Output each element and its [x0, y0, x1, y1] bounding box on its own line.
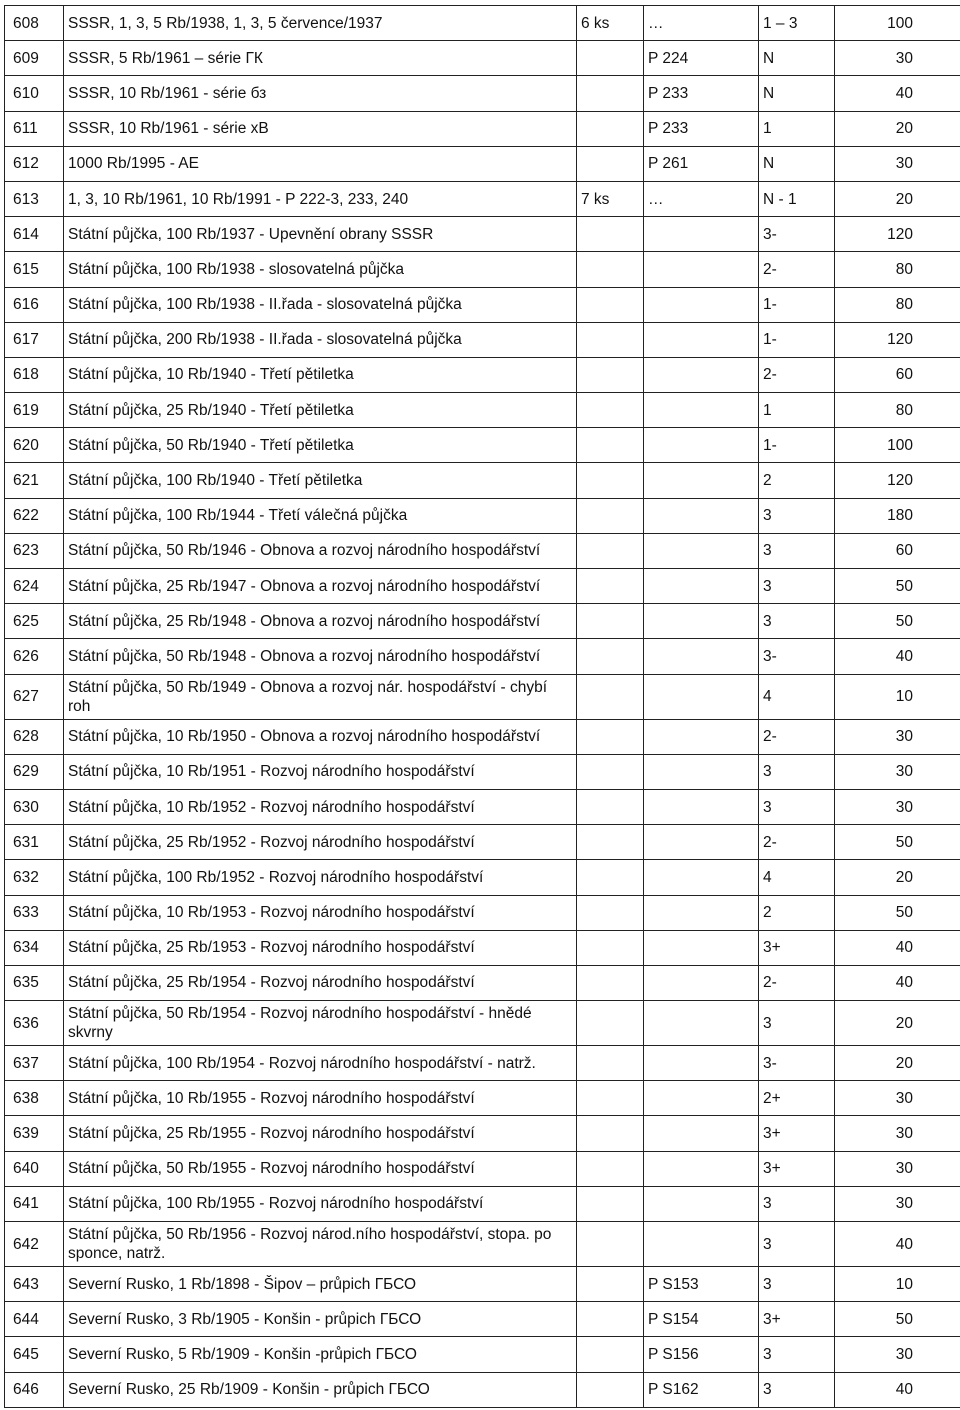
lot-catalog-ref [644, 287, 759, 322]
lot-quantity [577, 1222, 644, 1267]
lot-description: Státní půjčka, 10 Rb/1950 - Obnova a rozvoj národního hospodářství [64, 719, 577, 754]
lot-number: 625 [5, 604, 64, 639]
table-row [5, 569, 960, 604]
lot-grade: N [759, 41, 835, 76]
lot-description: Státní půjčka, 100 Rb/1955 - Rozvoj národního hospodářství [64, 1186, 577, 1221]
lot-description: Státní půjčka, 25 Rb/1954 - Rozvoj národního hospodářství [64, 965, 577, 1000]
lot-grade: 3- [759, 1046, 835, 1081]
lot-quantity [577, 569, 644, 604]
lot-grade: 3 [759, 1337, 835, 1372]
lot-number: 631 [5, 825, 64, 860]
lot-number: 622 [5, 498, 64, 533]
lot-price: 30 [835, 1337, 960, 1372]
table-row [5, 322, 960, 357]
lot-catalog-ref [644, 252, 759, 287]
table-row [5, 1001, 960, 1046]
lot-quantity [577, 498, 644, 533]
lot-catalog-ref [644, 1046, 759, 1081]
lot-number: 617 [5, 322, 64, 357]
table-row [5, 498, 960, 533]
lot-number: 629 [5, 754, 64, 789]
lot-description: Státní půjčka, 25 Rb/1953 - Rozvoj národního hospodářství [64, 930, 577, 965]
lot-quantity [577, 1337, 644, 1372]
lot-catalog-ref [644, 1116, 759, 1151]
lot-catalog-ref [644, 498, 759, 533]
table-row [5, 674, 960, 719]
lot-table [4, 5, 960, 1408]
lot-grade: 2- [759, 825, 835, 860]
lot-grade: 3 [759, 604, 835, 639]
lot-price: 40 [835, 76, 960, 111]
lot-price: 20 [835, 181, 960, 216]
lot-grade: 2- [759, 965, 835, 1000]
lot-grade: 1- [759, 428, 835, 463]
lot-description: Státní půjčka, 10 Rb/1953 - Rozvoj národního hospodářství [64, 895, 577, 930]
lot-quantity [577, 357, 644, 392]
lot-description: Státní půjčka, 100 Rb/1940 - Třetí pětiletka [64, 463, 577, 498]
lot-grade: 3- [759, 639, 835, 674]
lot-number: 614 [5, 217, 64, 252]
lot-description: Státní půjčka, 50 Rb/1946 - Obnova a rozvoj národního hospodářství [64, 533, 577, 568]
table-row [5, 252, 960, 287]
lot-description: Státní půjčka, 25 Rb/1940 - Třetí pětiletka [64, 393, 577, 428]
lot-price: 40 [835, 1222, 960, 1267]
lot-quantity: 6 ks [577, 6, 644, 41]
lot-number: 623 [5, 533, 64, 568]
lot-price: 20 [835, 1001, 960, 1046]
lot-quantity [577, 111, 644, 146]
lot-number: 641 [5, 1186, 64, 1221]
table-row [5, 1046, 960, 1081]
lot-catalog-ref: … [644, 181, 759, 216]
lot-number: 621 [5, 463, 64, 498]
lot-description: SSSR, 10 Rb/1961 - série бз [64, 76, 577, 111]
lot-number: 613 [5, 181, 64, 216]
table-row [5, 1302, 960, 1337]
lot-grade: 3- [759, 217, 835, 252]
table-row [5, 1186, 960, 1221]
lot-grade: 1 – 3 [759, 6, 835, 41]
lot-price: 100 [835, 6, 960, 41]
table-row [5, 825, 960, 860]
lot-description: Státní půjčka, 10 Rb/1952 - Rozvoj národního hospodářství [64, 789, 577, 824]
lot-price: 180 [835, 498, 960, 533]
lot-price: 50 [835, 825, 960, 860]
lot-price: 40 [835, 930, 960, 965]
lot-price: 120 [835, 217, 960, 252]
lot-description: Státní půjčka, 25 Rb/1955 - Rozvoj národního hospodářství [64, 1116, 577, 1151]
table-row [5, 217, 960, 252]
lot-number: 636 [5, 1001, 64, 1046]
lot-description: Státní půjčka, 100 Rb/1944 - Třetí válečná půjčka [64, 498, 577, 533]
lot-grade: 3 [759, 1267, 835, 1302]
lot-number: 644 [5, 1302, 64, 1337]
lot-quantity [577, 825, 644, 860]
lot-catalog-ref [644, 217, 759, 252]
table-row [5, 860, 960, 895]
lot-price: 80 [835, 252, 960, 287]
table-row [5, 533, 960, 568]
lot-description: Státní půjčka, 25 Rb/1948 - Obnova a rozvoj národního hospodářství [64, 604, 577, 639]
lot-quantity [577, 965, 644, 1000]
lot-grade: 3 [759, 789, 835, 824]
lot-grade: 1- [759, 287, 835, 322]
lot-catalog-ref [644, 930, 759, 965]
lot-catalog-ref [644, 789, 759, 824]
lot-catalog-ref [644, 428, 759, 463]
lot-catalog-ref [644, 463, 759, 498]
lot-description: Státní půjčka, 50 Rb/1940 - Třetí pětiletka [64, 428, 577, 463]
lot-catalog-ref: P S156 [644, 1337, 759, 1372]
lot-description: 1000 Rb/1995 - AE [64, 146, 577, 181]
lot-grade: 2 [759, 463, 835, 498]
table-row [5, 604, 960, 639]
lot-grade: 2- [759, 357, 835, 392]
lot-price: 20 [835, 111, 960, 146]
lot-description: Severní Rusko, 5 Rb/1909 - Konšin -průpich ГБСО [64, 1337, 577, 1372]
lot-quantity [577, 287, 644, 322]
lot-quantity [577, 1001, 644, 1046]
lot-number: 628 [5, 719, 64, 754]
lot-number: 616 [5, 287, 64, 322]
lot-description: Severní Rusko, 3 Rb/1905 - Konšin - průpich ГБСО [64, 1302, 577, 1337]
lot-catalog-ref: P S162 [644, 1372, 759, 1407]
lot-description: Státní půjčka, 50 Rb/1955 - Rozvoj národního hospodářství [64, 1151, 577, 1186]
lot-quantity [577, 1081, 644, 1116]
lot-quantity [577, 533, 644, 568]
table-row [5, 357, 960, 392]
lot-catalog-ref [644, 674, 759, 719]
table-row [5, 463, 960, 498]
lot-grade: N [759, 76, 835, 111]
table-row [5, 719, 960, 754]
lot-quantity [577, 393, 644, 428]
table-row [5, 930, 960, 965]
lot-grade: 3 [759, 569, 835, 604]
lot-number: 630 [5, 789, 64, 824]
lot-number: 626 [5, 639, 64, 674]
lot-price: 20 [835, 1046, 960, 1081]
table-row [5, 393, 960, 428]
lot-quantity [577, 1372, 644, 1407]
lot-quantity [577, 217, 644, 252]
lot-description: Státní půjčka, 10 Rb/1940 - Třetí pětiletka [64, 357, 577, 392]
table-row [5, 1081, 960, 1116]
lot-quantity [577, 428, 644, 463]
lot-number: 615 [5, 252, 64, 287]
lot-number: 610 [5, 76, 64, 111]
lot-catalog-ref [644, 533, 759, 568]
lot-price: 30 [835, 789, 960, 824]
lot-price: 100 [835, 428, 960, 463]
lot-grade: 3+ [759, 930, 835, 965]
lot-number: 638 [5, 1081, 64, 1116]
lot-grade: 3 [759, 1001, 835, 1046]
lot-number: 633 [5, 895, 64, 930]
lot-description: SSSR, 5 Rb/1961 – série ГК [64, 41, 577, 76]
lot-price: 30 [835, 41, 960, 76]
table-row [5, 41, 960, 76]
lot-number: 639 [5, 1116, 64, 1151]
table-row [5, 146, 960, 181]
lot-grade: 1- [759, 322, 835, 357]
lot-description: Státní půjčka, 100 Rb/1954 - Rozvoj národního hospodářství - natrž. [64, 1046, 577, 1081]
lot-number: 619 [5, 393, 64, 428]
lot-price: 120 [835, 463, 960, 498]
lot-description: Státní půjčka, 50 Rb/1954 - Rozvoj národního hospodářství - hnědé skvrny [64, 1001, 577, 1046]
lot-quantity [577, 1151, 644, 1186]
lot-quantity [577, 1186, 644, 1221]
lot-catalog-ref: P S154 [644, 1302, 759, 1337]
lot-number: 646 [5, 1372, 64, 1407]
lot-table-body [5, 6, 960, 1408]
lot-grade: N [759, 146, 835, 181]
table-row [5, 754, 960, 789]
lot-price: 10 [835, 1267, 960, 1302]
table-row [5, 287, 960, 322]
lot-number: 618 [5, 357, 64, 392]
lot-description: Státní půjčka, 100 Rb/1937 - Upevnění obrany SSSR [64, 217, 577, 252]
lot-description: Státní půjčka, 100 Rb/1938 - slosovatelná půjčka [64, 252, 577, 287]
lot-catalog-ref [644, 719, 759, 754]
lot-grade: 3+ [759, 1151, 835, 1186]
lot-catalog-ref [644, 604, 759, 639]
lot-description: Státní půjčka, 25 Rb/1952 - Rozvoj národního hospodářství [64, 825, 577, 860]
lot-grade: 4 [759, 860, 835, 895]
lot-catalog-ref [644, 1081, 759, 1116]
lot-quantity [577, 754, 644, 789]
lot-catalog-ref [644, 825, 759, 860]
lot-quantity [577, 252, 644, 287]
table-row [5, 965, 960, 1000]
lot-catalog-ref: … [644, 6, 759, 41]
lot-grade: 3 [759, 498, 835, 533]
lot-description: 1, 3, 10 Rb/1961, 10 Rb/1991 - P 222-3, 233, 240 [64, 181, 577, 216]
lot-price: 20 [835, 860, 960, 895]
lot-description: Státní půjčka, 10 Rb/1955 - Rozvoj národního hospodářství [64, 1081, 577, 1116]
table-row [5, 895, 960, 930]
catalog-sheet [4, 5, 956, 1408]
lot-price: 30 [835, 146, 960, 181]
lot-price: 30 [835, 719, 960, 754]
table-row [5, 789, 960, 824]
lot-number: 624 [5, 569, 64, 604]
table-row [5, 1337, 960, 1372]
lot-catalog-ref [644, 393, 759, 428]
lot-number: 611 [5, 111, 64, 146]
lot-catalog-ref: P S153 [644, 1267, 759, 1302]
lot-price: 40 [835, 965, 960, 1000]
lot-grade: 3 [759, 1186, 835, 1221]
lot-catalog-ref: P 233 [644, 111, 759, 146]
lot-quantity [577, 76, 644, 111]
lot-price: 40 [835, 639, 960, 674]
lot-description: Státní půjčka, 50 Rb/1948 - Obnova a rozvoj národního hospodářství [64, 639, 577, 674]
lot-price: 60 [835, 357, 960, 392]
lot-grade: 3 [759, 533, 835, 568]
lot-description: SSSR, 1, 3, 5 Rb/1938, 1, 3, 5 července/1937 [64, 6, 577, 41]
lot-price: 50 [835, 1302, 960, 1337]
table-row [5, 428, 960, 463]
lot-price: 60 [835, 533, 960, 568]
lot-quantity [577, 639, 644, 674]
lot-catalog-ref: P 224 [644, 41, 759, 76]
table-row [5, 639, 960, 674]
lot-catalog-ref [644, 639, 759, 674]
lot-description: Severní Rusko, 25 Rb/1909 - Konšin - průpich ГБСО [64, 1372, 577, 1407]
lot-number: 608 [5, 6, 64, 41]
table-row [5, 6, 960, 41]
lot-description: Severní Rusko, 1 Rb/1898 - Šipov – průpich ГБСО [64, 1267, 577, 1302]
lot-catalog-ref [644, 860, 759, 895]
lot-quantity [577, 789, 644, 824]
lot-grade: 4 [759, 674, 835, 719]
lot-catalog-ref [644, 895, 759, 930]
lot-grade: 2 [759, 895, 835, 930]
lot-catalog-ref [644, 754, 759, 789]
lot-quantity [577, 719, 644, 754]
lot-quantity [577, 674, 644, 719]
lot-catalog-ref [644, 569, 759, 604]
lot-number: 609 [5, 41, 64, 76]
lot-price: 50 [835, 569, 960, 604]
lot-quantity [577, 604, 644, 639]
lot-grade: 2- [759, 719, 835, 754]
table-row [5, 1222, 960, 1267]
lot-quantity [577, 322, 644, 357]
lot-quantity [577, 860, 644, 895]
lot-number: 620 [5, 428, 64, 463]
lot-description: Státní půjčka, 25 Rb/1947 - Obnova a rozvoj národního hospodářství [64, 569, 577, 604]
lot-number: 640 [5, 1151, 64, 1186]
lot-quantity [577, 895, 644, 930]
table-row [5, 1267, 960, 1302]
lot-description: Státní půjčka, 10 Rb/1951 - Rozvoj národního hospodářství [64, 754, 577, 789]
lot-description: Státní půjčka, 100 Rb/1938 - II.řada - slosovatelná půjčka [64, 287, 577, 322]
lot-price: 30 [835, 1116, 960, 1151]
lot-price: 30 [835, 754, 960, 789]
lot-price: 50 [835, 604, 960, 639]
lot-price: 50 [835, 895, 960, 930]
lot-price: 80 [835, 287, 960, 322]
lot-grade: 1 [759, 111, 835, 146]
lot-number: 627 [5, 674, 64, 719]
lot-number: 643 [5, 1267, 64, 1302]
table-row [5, 111, 960, 146]
lot-grade: 3 [759, 1222, 835, 1267]
lot-description: Státní půjčka, 50 Rb/1949 - Obnova a rozvoj nár. hospodářství - chybí roh [64, 674, 577, 719]
lot-grade: 3+ [759, 1116, 835, 1151]
lot-number: 612 [5, 146, 64, 181]
lot-catalog-ref [644, 1151, 759, 1186]
lot-quantity [577, 146, 644, 181]
table-row [5, 1151, 960, 1186]
lot-number: 645 [5, 1337, 64, 1372]
lot-price: 120 [835, 322, 960, 357]
lot-quantity [577, 1046, 644, 1081]
lot-grade: 3 [759, 1372, 835, 1407]
lot-grade: 2+ [759, 1081, 835, 1116]
lot-grade: 3+ [759, 1302, 835, 1337]
lot-price: 30 [835, 1151, 960, 1186]
lot-grade: N - 1 [759, 181, 835, 216]
lot-catalog-ref [644, 322, 759, 357]
lot-description: Státní půjčka, 100 Rb/1952 - Rozvoj národního hospodářství [64, 860, 577, 895]
lot-quantity [577, 1267, 644, 1302]
lot-catalog-ref [644, 1186, 759, 1221]
table-row [5, 181, 960, 216]
lot-catalog-ref [644, 965, 759, 1000]
lot-description: Státní půjčka, 200 Rb/1938 - II.řada - slosovatelná půjčka [64, 322, 577, 357]
table-row [5, 1372, 960, 1407]
lot-number: 635 [5, 965, 64, 1000]
lot-price: 30 [835, 1081, 960, 1116]
lot-grade: 1 [759, 393, 835, 428]
lot-number: 634 [5, 930, 64, 965]
lot-description: SSSR, 10 Rb/1961 - série xB [64, 111, 577, 146]
lot-quantity [577, 41, 644, 76]
lot-quantity: 7 ks [577, 181, 644, 216]
lot-description: Státní půjčka, 50 Rb/1956 - Rozvoj národ.ního hospodářství, stopa. po sponce, natrž. [64, 1222, 577, 1267]
lot-quantity [577, 1302, 644, 1337]
lot-quantity [577, 1116, 644, 1151]
lot-price: 30 [835, 1186, 960, 1221]
lot-grade: 3 [759, 754, 835, 789]
lot-catalog-ref [644, 1222, 759, 1267]
lot-catalog-ref [644, 357, 759, 392]
table-row [5, 76, 960, 111]
lot-number: 632 [5, 860, 64, 895]
lot-catalog-ref: P 261 [644, 146, 759, 181]
lot-catalog-ref [644, 1001, 759, 1046]
lot-price: 10 [835, 674, 960, 719]
lot-number: 637 [5, 1046, 64, 1081]
lot-quantity [577, 463, 644, 498]
lot-catalog-ref: P 233 [644, 76, 759, 111]
table-row [5, 1116, 960, 1151]
lot-number: 642 [5, 1222, 64, 1267]
lot-grade: 2- [759, 252, 835, 287]
lot-quantity [577, 930, 644, 965]
lot-price: 40 [835, 1372, 960, 1407]
lot-price: 80 [835, 393, 960, 428]
